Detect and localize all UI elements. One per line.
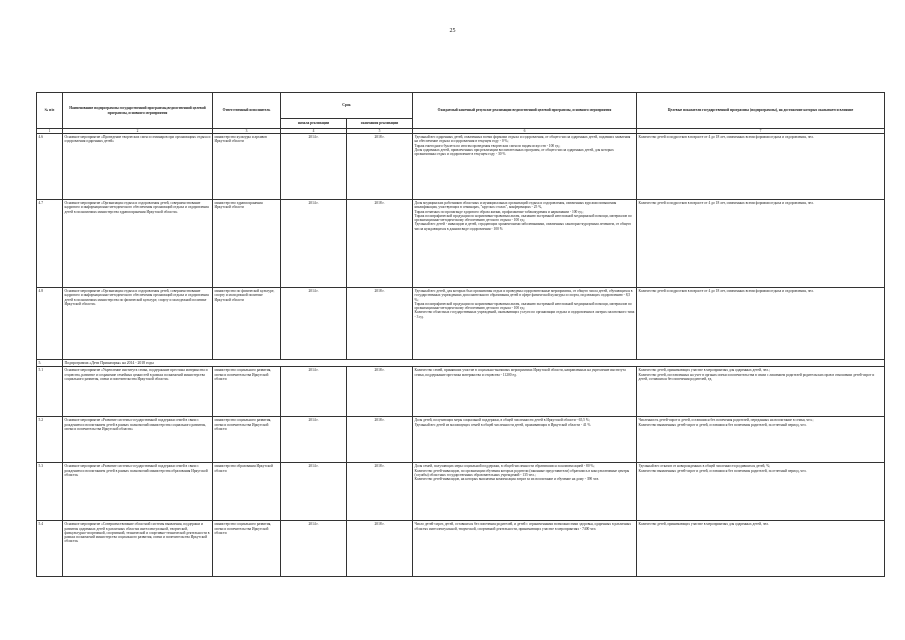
header-executor: Ответственный исполнитель [213, 93, 281, 129]
column-number: 5 [347, 129, 413, 134]
column-number: 1 [37, 129, 63, 134]
result-line: Удельный вес детей из малоимущих семей в общей численности детей, проживающих в Иркутской области - 41 % [414, 422, 591, 427]
result-line: Тираж полиграфической продукции по нормативно-правовым актам, оказанию экстренной неотложной медицинской помощи, материалов по организационно-методическому обеспечению детского отдыха - 100 ед.; [414, 301, 632, 311]
row-start: 2014 г. [281, 521, 347, 577]
table-row [37, 367, 885, 417]
column-number: 7 [637, 129, 885, 134]
row-result [413, 288, 637, 360]
row-indicators: Количество детей и подростков в возрасте от 4 до 18 лет, охваченных всеми формами отдыха и оздоровления, чел. [637, 200, 885, 288]
row-name: Основное мероприятие «Укрепление института семьи, поддержание престижа материнства и отцовства, развитие и сохранение семейных ценностей в рамках полномочий министерства социального развития, опеки и попечительства Иркутской области» [63, 367, 213, 417]
indicator-line: Количество детей, принимающих участие в мероприятиях для одаренных детей, чел.; [638, 368, 770, 373]
row-num: 5.4 [37, 521, 63, 577]
indicator-line: Численность детей-сирот и детей, оставшихся без попечения родителей, переданных на воспитание в семьи, чел.; [638, 418, 814, 423]
row-result [413, 134, 637, 200]
row-name: Основное мероприятие «Проведение творческих смен и семинаров при организациях отдыха и оздоровления одаренных детей» [63, 134, 213, 200]
row-name: Основное мероприятие «Организация отдыха и оздоровления детей, совершенствование кадрового и информационно-методического обеспечения организаций отдыха и оздоровления детей в полномочиях министерства здравоохранения Иркутской области» [63, 200, 213, 288]
table-row [37, 288, 885, 360]
indicator-line: Удельный вес отказов от новорожденных в общей численности родившихся детей, %; [638, 464, 771, 469]
result-line: Удельный вес одаренных детей, охваченных всеми формами отдыха и оздоровления, от общего числа одаренных детей, подавших заявления на обеспечение отдыха и оздоровления в текущем году - 0 %; [414, 135, 631, 144]
row-num: 4.6 [37, 134, 63, 200]
row-num: 5.2 [37, 417, 63, 463]
row-num: 5.1 [37, 367, 63, 417]
row-end: 2018 г. [347, 463, 413, 521]
row-executor: министерство здравоохранения Иркутской области [213, 200, 281, 288]
row-name: Основное мероприятие «Совершенствование областной системы выявления, поддержки и развития одаренных детей в различных областях интеллектуальной, творческой, физкультурно-спортивной, спортивной, технической и спортивно-технической деятельности в рамках полномочий министерства социального развития, опеки и попечительства Иркутской области» [63, 521, 213, 577]
row-result [413, 367, 637, 417]
indicator-line: Количество выявленных детей-сирот и детей, оставшихся без попечения родителей, за отчетный период, чел. [638, 468, 807, 473]
section-row [37, 360, 885, 367]
row-start: 2014 г. [281, 134, 347, 200]
row-num: 4.8 [37, 288, 63, 360]
column-number: 6 [413, 129, 637, 134]
row-indicators [637, 417, 885, 463]
result-line: Количество детей-инвалидов, на которых выплачена компенсация затрат за их воспитание и обучение на дому - 390 чел. [414, 477, 600, 482]
result-line: Доля одаренных детей, привлеченных при реализации воспитательных программ, от общего числа одаренных детей, для которых организованы отдых и оздоровление в текущем году - 30 % [414, 147, 614, 157]
row-end: 2018 г. [347, 134, 413, 200]
header-row [37, 93, 885, 119]
row-name: Основное мероприятие «Развитие системы государственной поддержки семей в связи с рождением и воспитанием детей в рамках полномочий министерства социального развития, опеки и попечительства Иркутской области» [63, 417, 213, 463]
result-line: Удельный вес детей, для которых был организован отдых и проведены оздоровительные мероприятия, от общего числа детей, обучающихся в государственных учреждениях дополнительного образования детей в сфере физической культуры и спорта, подлежащих оздоровлению - 8,5 %; [414, 289, 633, 302]
row-result [413, 463, 637, 521]
row-start: 2014 г. [281, 288, 347, 360]
row-result [413, 521, 637, 577]
header-result: Ожидаемый конечный результат реализации ведомственной целевой программы, основного мероприятия [413, 93, 637, 129]
row-executor: министерство культуры и архивов Иркутской области [213, 134, 281, 200]
table-row [37, 521, 885, 577]
header-num: № п/п [37, 93, 63, 129]
row-indicators [637, 367, 885, 417]
row-start: 2014 г. [281, 417, 347, 463]
column-number: 4 [281, 129, 347, 134]
result-line: Доля медицинских работников областных и муниципальных организаций отдыха и оздоровления, охваченных курсами повышения квалификации, участвующих в семинарах, "круглых столах", конференциях - 25 %, [414, 201, 617, 210]
row-name: Основное мероприятие «Организация отдыха и оздоровления детей, совершенствование кадрового и информационно-методического обеспечения организаций отдыха и оздоровления детей в полномочиях министерства по физической культуре, спорту и молодежной политике Иркутской области» [63, 288, 213, 360]
row-result [413, 417, 637, 463]
row-end: 2018 г. [347, 200, 413, 288]
table-row [37, 134, 885, 200]
row-executor: министерство социального развития, опеки и попечительства Иркутской области [213, 521, 281, 577]
result-line: Доля детей, получающих меры социальной поддержки, в общей численности детей в Иркутской области - 65,5 %; [414, 418, 590, 423]
row-name: Основное мероприятие «Развитие системы государственной поддержки семей в связи с рождением и воспитанием детей в рамках полномочий министерства образования Иркутской области» [63, 463, 213, 521]
program-table [36, 92, 885, 577]
row-indicators: Количество детей и подростков в возрасте от 4 до 18 лет, охваченных всеми формами отдыха и оздоровления, чел. [637, 134, 885, 200]
page-number: 25 [449, 28, 456, 34]
result-line: Количество семей, принявших участие в социально-значимых мероприятиях Иркутской области, направленных на укрепление института семьи, поддержание престижа материнства и отцовства - 11200 ед. [414, 368, 626, 377]
result-line: Тираж печатных по пропаганде здорового образа жизни, профилактике табакокурения и наркомании - 100 ед.; [414, 209, 584, 214]
row-result [413, 200, 637, 288]
section-title: Подпрограмма «Дети Приангарья» на 2014 - 2018 годы [63, 360, 885, 367]
column-number: 3 [213, 129, 281, 134]
table-row [37, 200, 885, 288]
header-term: Срок [281, 93, 413, 119]
header-indicators: Целевые показатели государственной программы (подпрограммы), на достижение которых оказывается влияние [637, 93, 885, 129]
row-executor: министерство социального развития, опеки и попечительства Иркутской области [213, 417, 281, 463]
header-end: окончания реализации [347, 119, 413, 129]
row-indicators [637, 463, 885, 521]
table-row [37, 463, 885, 521]
row-executor: министерство образования Иркутской области [213, 463, 281, 521]
row-start: 2014 г. [281, 367, 347, 417]
indicator-line: Количество детей, принимающих участие в мероприятиях для одаренных детей, чел. [638, 522, 769, 527]
section-num: 5. [37, 360, 63, 367]
row-end: 2018 г. [347, 367, 413, 417]
result-line: Доля семей, получающих меры социальной поддержки, в общей численности обратившихся за компенсацией - 80 %; [414, 464, 595, 469]
row-end: 2018 г. [347, 521, 413, 577]
row-executor: министерство по физической культуре, спорту и молодежной политике Иркутской области [213, 288, 281, 360]
result-line: Удельный вес детей - инвалидов и детей, страдающих хроническими заболеваниями, охваченных санаторно-курортным лечением, от общего числа нуждающихся в данном виде оздоровления - 100 % [414, 222, 632, 231]
row-executor: министерство социального развития, опеки и попечительства Иркутской области [213, 367, 281, 417]
row-num: 5.3 [37, 463, 63, 521]
table-row [37, 417, 885, 463]
result-line: Тираж полиграфической продукции по нормативно-правовым актам, оказанию экстренной неотложной медицинской помощи, материалов по организационно-методическому обеспечению детского отдыха - 100 ед.; [414, 213, 632, 223]
row-end: 2018 г. [347, 288, 413, 360]
header-start: начала реализации [281, 119, 347, 129]
result-line: Количество областных государственных учреждений, оказывающих услуги по организации отдыха и оздоровления в лагерях палаточного типа - 3 ед. [414, 310, 635, 319]
row-indicators: Количество детей и подростков в возрасте от 4 до 18 лет, охваченных всеми формами отдыха и оздоровления, чел. [637, 288, 885, 360]
indicator-line: Количество выявленных детей-сирот и детей, оставшихся без попечения родителей, за отчетный период, чел. [638, 422, 807, 427]
header-name: Наименование подпрограммы государственной программы,ведомственной целевой программы, основного мероприятия [63, 93, 213, 129]
result-line: Тираж ежегодного буклета по итогам проведения творческих смен по видам искусств - 100 ед.; [414, 143, 561, 148]
column-number: 2 [63, 129, 213, 134]
row-indicators [637, 521, 885, 577]
result-line: Число детей-сирот, детей, оставшихся без попечения родителей, и детей с ограниченными возможностями здоровья, одаренных в различных областях интеллектуальной, творческой, спортивной деятельности, принимающих участие в мероприятиях - 7400 чел. [414, 522, 632, 531]
row-start: 2014 г. [281, 200, 347, 288]
result-line: Количество детей-инвалидов, по организации обучения которых родители (законные представители) обратились в консультативные центры (службы) областных государственных образовательных учреждений - 135 чел.; [414, 468, 630, 477]
row-start: 2014 г. [281, 463, 347, 521]
row-end: 2018 г. [347, 417, 413, 463]
indicator-line: Количество детей, поставленных на учет в органах опеки и попечительства в связи с лишением родителей родительских прав в отношении детей-сирот и детей, оставшихся без попечения родителей, ед. [638, 372, 875, 381]
row-num: 4.7 [37, 200, 63, 288]
